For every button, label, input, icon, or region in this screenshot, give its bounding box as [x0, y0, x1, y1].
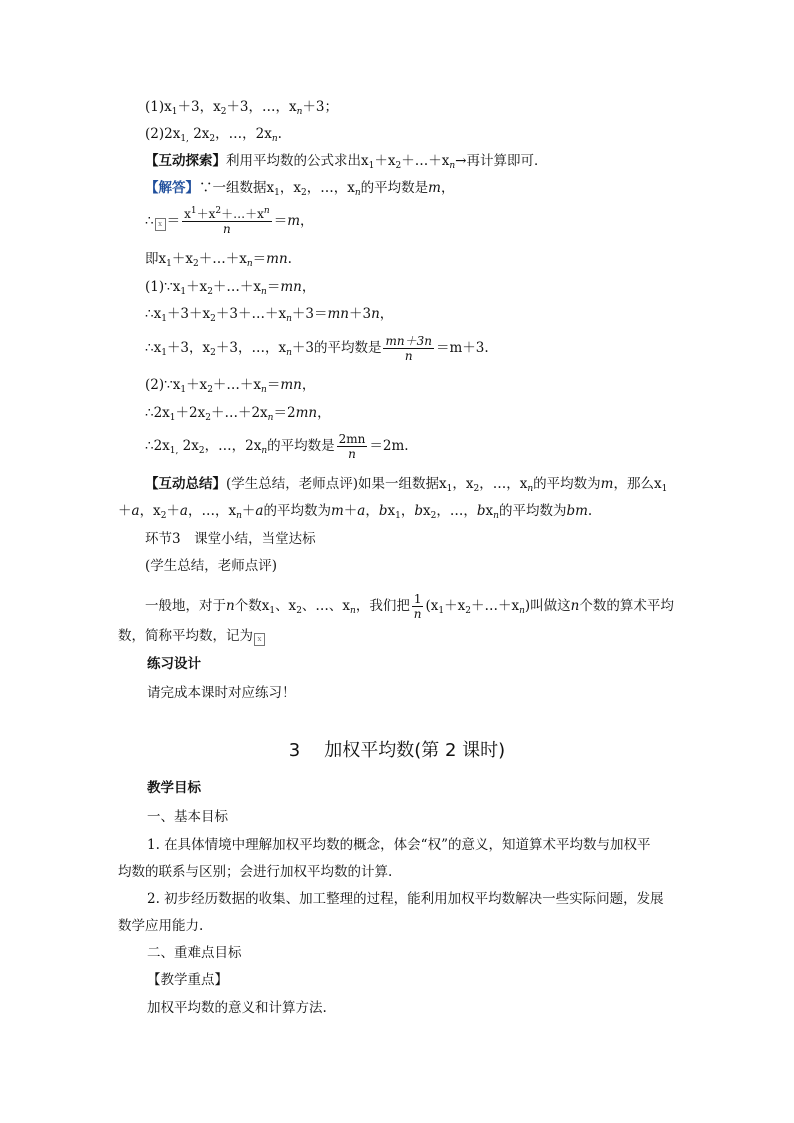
- part1-fraction-denominator: n: [404, 349, 413, 363]
- part1-result: $\therefore x_1+3$，$x_2+3$，…，$x_n+3$的平均数是 $\frac{mn+3n}{n}$ ＝m＋3.: [145, 334, 489, 363]
- mean-fraction-denominator: n: [223, 222, 231, 236]
- goal-1-line-2: 均数的联系与区别；会进行加权平均数的计算.: [118, 864, 393, 880]
- explore-line: [145, 152, 547, 170]
- key-point-text: 加权平均数的意义和计算方法.: [147, 1000, 327, 1016]
- summary-line-1: [145, 475, 667, 493]
- definition-line-1: 一般地，对于n个数$x_1$、$x_2$、…、$x_n$，我们把 $\frac{1}{n}$ $(x_1+x_2+\dots+x_n)$叫做这n个数的算术平均: [145, 592, 674, 621]
- problem-part-1: $(1)x_1+3$，$x_2+3$，…，$x_n+3$；: [145, 99, 339, 117]
- definition-fraction-numerator: 1: [413, 592, 422, 606]
- part2-sum: $\therefore 2x_1+2x_2+\dots+2x_n=2mn$，: [145, 405, 331, 423]
- summary-text-1: (学生总结，老师点评)如果一组数据$x_1$，$x_2$，…，$x_n$的平均数为m，那么$x_1$: [226, 476, 668, 494]
- part2-fraction-numerator: 2mn: [338, 432, 366, 446]
- sum-line: 即$x_1+x_2+\dots+x_n=mn$.: [145, 251, 292, 269]
- definition-fraction: [412, 592, 424, 621]
- key-point-label: 【教学重点】: [147, 972, 228, 988]
- section-note: (学生总结，老师点评): [145, 558, 278, 574]
- mean-formula-line: ∴ x ＝ $\frac{x^1+x^2+\dots+x^n}{n}$ ＝m，: [145, 206, 314, 236]
- goal-2-line-2: 数学应用能力.: [118, 918, 204, 934]
- answer-line: [145, 179, 454, 197]
- missing-glyph-icon: x: [254, 633, 265, 646]
- mean-fraction-numerator: $x^1+x^2+\dots+x^n$: [184, 206, 270, 221]
- basic-goals-heading: 一、基本目标: [147, 809, 228, 825]
- missing-glyph-icon: x: [155, 218, 166, 231]
- part1-fraction: [383, 334, 433, 363]
- summary-line-2: ＋a，$x_2+a$，…，$x_n+a$的平均数为m＋a，$bx_1$，$bx_2$，…，$bx_n$的平均数为bm.: [118, 503, 593, 521]
- part1-fraction-numerator: mn＋3n: [385, 334, 432, 348]
- lesson-title-text: 加权平均数(第 2 课时): [324, 740, 506, 761]
- lesson-title: [0, 739, 794, 763]
- part2-fraction: [337, 432, 368, 461]
- problem-part-2: $(2)2x_{1,}$ $2x_2$，…，$2x_n$.: [145, 126, 282, 144]
- part2-fraction-denominator: n: [348, 447, 356, 461]
- answer-text: ∵一组数据$x_1$，$x_2$，…，$x_n$的平均数是m，: [199, 180, 455, 198]
- objectives-heading: 教学目标: [147, 780, 201, 796]
- section-heading: 环节3 课堂小结，当堂达标: [145, 531, 316, 547]
- definition-text-3: 数，简称平均数，记为: [118, 628, 253, 644]
- part2-given: $(2)\because x_1+x_2+\dots+x_n=mn$，: [145, 377, 316, 395]
- goal-1-line-1: 1. 在具体情境中理解加权平均数的概念，体会“权”的意义，知道算术平均数与加权平: [147, 837, 651, 853]
- part1-given: $(1)\because x_1+x_2+\dots+x_n=mn$，: [145, 279, 316, 297]
- key-goals-heading: 二、重难点目标: [147, 945, 242, 961]
- practice-text: 请完成本课时对应练习！: [147, 685, 296, 701]
- lesson-title-number: 3: [288, 740, 301, 761]
- mean-fraction: [182, 207, 272, 236]
- part2-result: $\therefore 2x_{1,}$ $2x_2$，…，$2x_n$的平均数是 $\frac{2mn}{n}$ ＝2m.: [145, 432, 409, 461]
- part2-result-value: ＝2m.: [369, 438, 409, 454]
- goal-2-line-1: 2. 初步经历数据的收集、加工整理的过程，能利用加权平均数解决一些实际问题，发展: [147, 891, 664, 907]
- definition-fraction-denominator: n: [413, 607, 422, 621]
- answer-label: 【解答】: [145, 180, 199, 196]
- practice-heading: 练习设计: [147, 656, 201, 672]
- part1-sum: $\therefore x_1+3+x_2+3+\dots+x_n+3=mn+3n$，: [145, 306, 394, 324]
- definition-line-2: [118, 627, 266, 646]
- explore-label: 【互动探索】: [145, 153, 226, 169]
- summary-label: 【互动总结】: [145, 476, 226, 492]
- part1-result-value: ＝m＋3.: [435, 340, 489, 356]
- explore-text: 利用平均数的公式求出$x_1+x_2+\dots+x_n\to$再计算即可．: [226, 153, 548, 171]
